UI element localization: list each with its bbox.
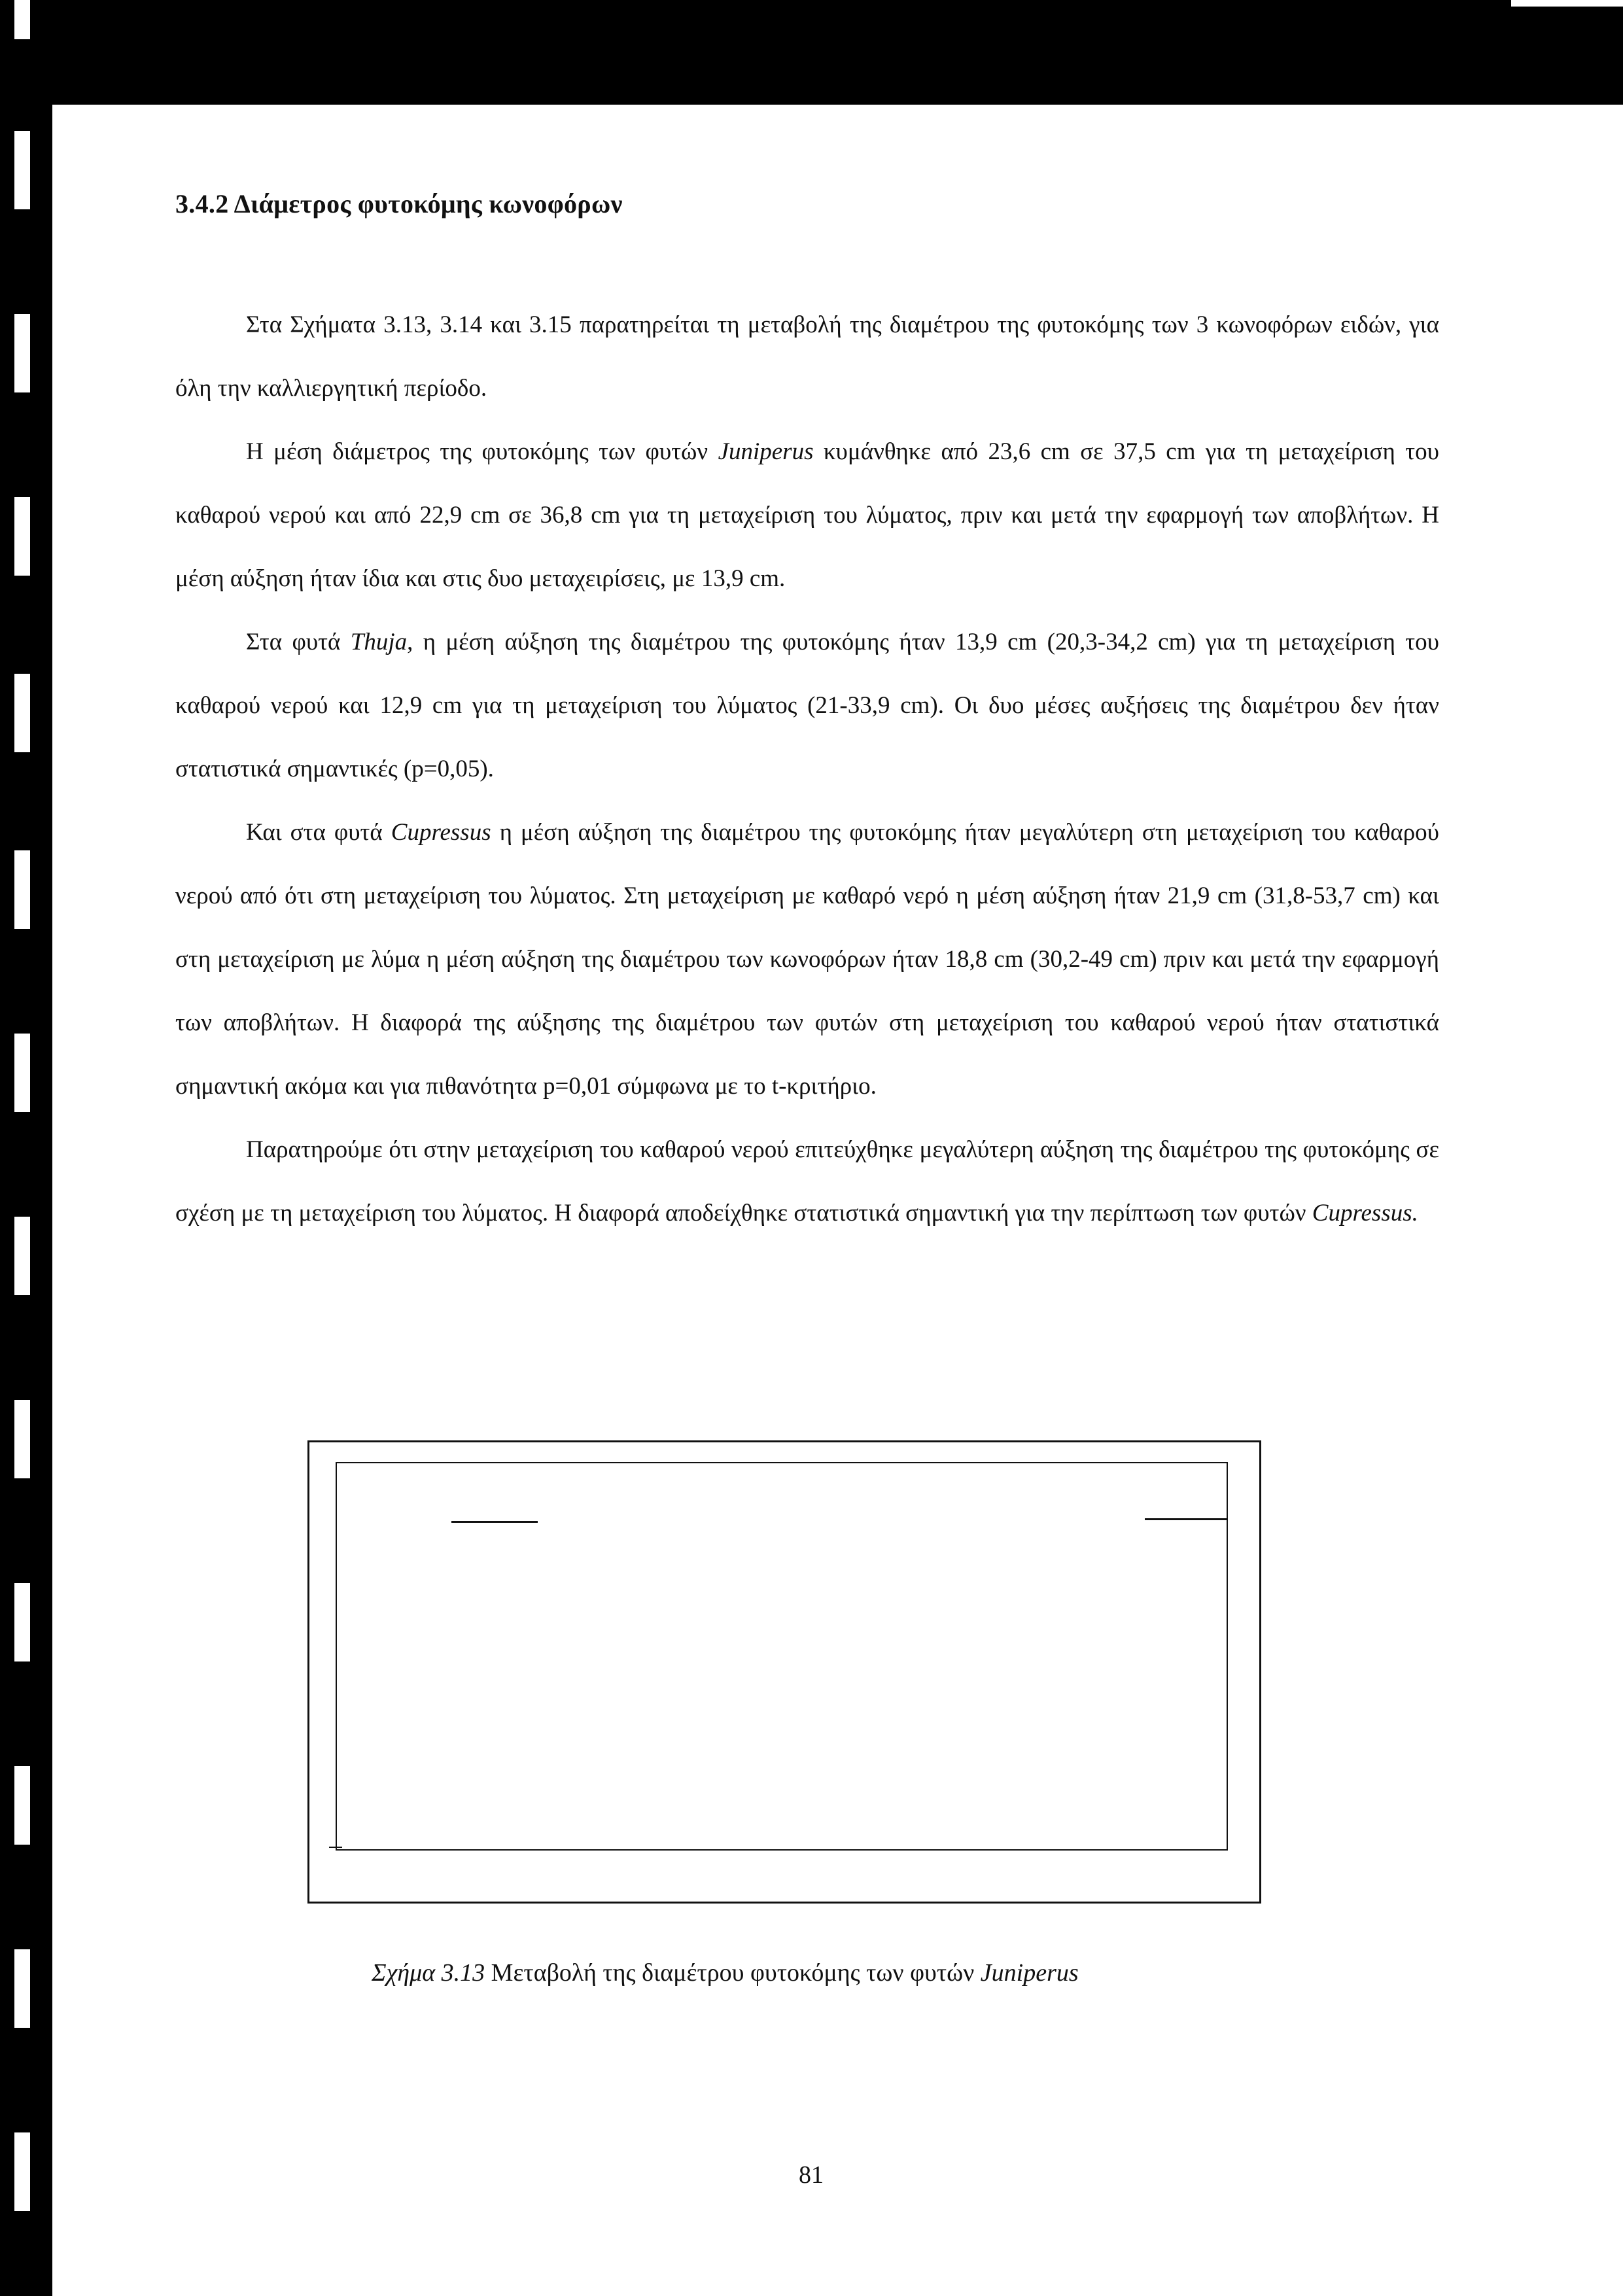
scan-perforation-mark: [14, 1217, 30, 1295]
figure-caption-species: Juniperus: [980, 1959, 1079, 1987]
scan-perforation-mark: [14, 1766, 30, 1845]
scan-perforation-mark: [14, 1583, 30, 1661]
paragraph-1: [175, 293, 1439, 420]
paragraph-2-text-b: κυμάνθηκε από 23,6 cm σε 37,5 cm για τη μεταχείριση του καθαρού νερού και από 22,9 cm σε 36,8 cm για τη μεταχείριση του λύματος, πριν και μετά την εφαρμογή των αποβλήτων. Η μέση αύξηση ήταν ίδια και στις δυο μεταχειρίσεις, με 13,9 cm.: [175, 438, 1439, 592]
paragraph-5: [175, 1118, 1439, 1245]
paragraph-3-text-a: Στα φυτά: [246, 629, 351, 655]
figure-caption: [372, 1958, 1287, 1987]
paragraph-5-species: Cupressus.: [1312, 1200, 1418, 1226]
paragraph-4: [175, 801, 1439, 1118]
section-heading: 3.4.2 Διάμετρος φυτοκόμης κωνοφόρων: [175, 189, 623, 218]
page-number: 81: [799, 2161, 824, 2189]
scan-perforation-mark: [14, 850, 30, 929]
scan-perforation-mark: [14, 0, 30, 39]
figure-line-mark-right: [1145, 1518, 1227, 1520]
figure-caption-label: Σχήμα 3.13: [372, 1959, 485, 1987]
scan-perforation-mark: [14, 1400, 30, 1478]
figure-caption-text: Μεταβολή της διαμέτρου φυτοκόμης των φυτών: [485, 1959, 981, 1987]
paragraph-1-text: Στα Σχήματα 3.13, 3.14 και 3.15 παρατηρείται τη μεταβολή της διαμέτρου της φυτοκόμης των 3 κωνοφόρων ειδών, για όλη την καλλιεργητική περίοδο.: [175, 311, 1439, 402]
paragraph-3: [175, 610, 1439, 801]
figure-axis-tick: [329, 1847, 342, 1848]
paragraph-4-text-b: η μέση αύξηση της διαμέτρου της φυτοκόμης ήταν μεγαλύτερη στη μεταχείριση του καθαρού νερού από ότι στη μεταχείριση του λύματος. Στη μεταχείριση με καθαρό νερό η μέση αύξηση ήταν 21,9 cm (31,8-53,7 cm) και στη μεταχείριση με λύμα η μέση αύξηση της διαμέτρου των κωνοφόρων ήταν 18,8 cm (30,2-49 cm) πριν και μετά την εφαρμογή των αποβλήτων. Η διαφορά της αύξησης της διαμέτρου των φυτών στη μεταχείριση του καθαρού νερού ήταν στατιστικά σημαντική ακόμα και για πιθανότητα p=0,01 σύμφωνα με το t-κριτήριο.: [175, 819, 1439, 1100]
paragraph-3-text-b: , η μέση αύξηση της διαμέτρου της φυτοκόμης ήταν 13,9 cm (20,3-34,2 cm) για τη μεταχείριση του καθαρού νερού και 12,9 cm για τη μεταχείριση του λύματος (21-33,9 cm). Οι δυο μέσες αυξήσεις της διαμέτρου δεν ήταν στατιστικά σημαντικές (p=0,05).: [175, 629, 1439, 782]
paragraph-3-species: Thuja: [350, 629, 408, 655]
scan-perforation-mark: [14, 1034, 30, 1112]
scan-perforation-mark: [14, 497, 30, 576]
paragraph-5-text-a: Παρατηρούμε ότι στην μεταχείριση του καθαρού νερού επιτεύχθηκε μεγαλύτερη αύξηση της διαμέτρου της φυτοκόμης σε σχέση με τη μεταχείριση του λύματος. Η διαφορά αποδείχθηκε στατιστικά σημαντική για την περίπτωση των φυτών: [175, 1136, 1439, 1226]
paragraph-2: [175, 420, 1439, 610]
paragraph-4-text-a: Και στα φυτά: [246, 819, 391, 846]
figure-line-mark-left: [451, 1521, 538, 1523]
paragraph-2-text-a: Η μέση διάμετρος της φυτοκόμης των φυτών: [246, 438, 718, 465]
paragraph-4-species: Cupressus: [391, 819, 491, 846]
body-text: [175, 293, 1439, 1245]
paragraph-2-species: Juniperus: [718, 438, 814, 465]
scan-perforation-mark: [14, 2132, 30, 2211]
scan-perforation-mark: [14, 1949, 30, 2028]
scan-perforation-mark: [14, 131, 30, 209]
scan-perforation-mark: [14, 314, 30, 392]
scan-perforation-mark: [14, 674, 30, 752]
scan-border-notch: [1511, 0, 1623, 7]
figure-frame: [307, 1440, 1261, 1904]
figure-plot-area: [336, 1462, 1228, 1851]
